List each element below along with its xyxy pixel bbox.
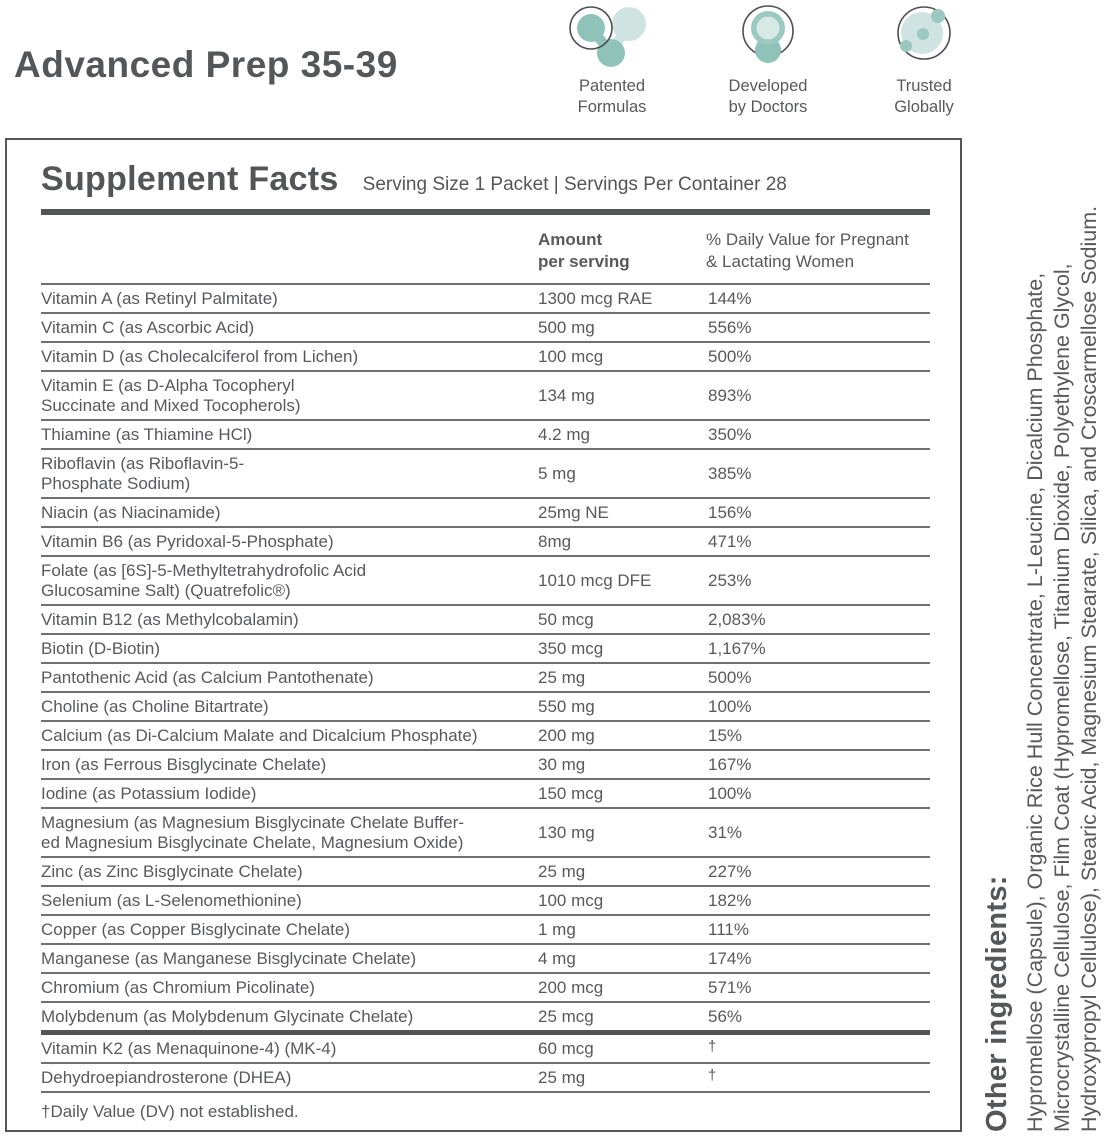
nutrient-name: Selenium (as L-Selenomethionine) xyxy=(41,890,302,910)
nutrient-amount: 30 mg xyxy=(538,754,586,774)
nutrient-name: Dehydroepiandrosterone (DHEA) xyxy=(41,1067,292,1087)
badge-label: Trusted Globally xyxy=(894,77,954,116)
nutrient-daily-value: 174% xyxy=(708,948,752,968)
nutrient-amount: 550 mg xyxy=(538,696,595,716)
nutrient-daily-value: 500% xyxy=(708,346,752,366)
nutrient-name: Vitamin D (as Cholecalciferol from Lichen) xyxy=(41,346,359,366)
nutrient-row xyxy=(41,809,930,858)
nutrient-daily-value: 100% xyxy=(708,696,752,716)
nutrient-amount: 60 mcg xyxy=(538,1038,594,1058)
nutrient-daily-value: 893% xyxy=(708,385,752,405)
nutrient-row xyxy=(41,499,930,528)
other-ingredients-block xyxy=(981,186,1103,1132)
nutrient-amount: 150 mcg xyxy=(538,783,604,803)
other-ingredients-heading: Other ingredients: xyxy=(981,875,1013,1132)
other-ingredients-line: Microcrystalline Cellulose, Film Coat (Hypromellose, Titanium Dioxide, Polyethylene Glycol, xyxy=(1050,263,1074,1132)
nutrient-daily-value: 1,167% xyxy=(708,638,766,658)
nutrient-daily-value: 385% xyxy=(708,463,752,483)
nutrient-daily-value: 182% xyxy=(708,890,752,910)
nutrient-row xyxy=(41,606,930,635)
nutrient-daily-value: 156% xyxy=(708,502,752,522)
nutrient-row xyxy=(41,1064,930,1093)
nutrient-daily-value: 56% xyxy=(708,1006,743,1026)
nutrient-amount: 500 mg xyxy=(538,317,595,337)
nutrient-amount: 200 mg xyxy=(538,725,595,745)
doctor-icon xyxy=(735,2,801,68)
nutrient-amount: 25mg NE xyxy=(538,502,609,522)
daily-value-column-header: % Daily Value for Pregnant & Lactating Women xyxy=(706,230,909,271)
nutrient-name: Pantothenic Acid (as Calcium Pantothenate) xyxy=(41,667,374,687)
nutrient-name: Vitamin K2 (as Menaquinone-4) (MK-4) xyxy=(41,1038,337,1058)
nutrient-daily-value: 500% xyxy=(708,667,752,687)
nutrient-name: Niacin (as Niacinamide) xyxy=(41,502,221,522)
nutrient-name: Iodine (as Potassium Iodide) xyxy=(41,783,257,803)
nutrient-row xyxy=(41,635,930,664)
nutrient-name: Copper (as Copper Bisglycinate Chelate) xyxy=(41,919,350,939)
badge-label: Patented Formulas xyxy=(577,77,647,116)
nutrient-row xyxy=(41,974,930,1003)
nutrient-row xyxy=(41,343,930,372)
nutrient-name: Magnesium (as Magnesium Bisglycinate Chelate Buffer- ed Magnesium Bisglycinate Chelate, Magnesium Oxide) xyxy=(41,812,464,852)
nutrient-daily-value: 571% xyxy=(708,977,752,997)
nutrient-amount: 100 mcg xyxy=(538,890,604,910)
nutrient-amount: 1300 mcg RAE xyxy=(538,288,653,308)
facts-header xyxy=(41,160,930,199)
nutrient-row xyxy=(41,693,930,722)
nutrient-amount: 200 mcg xyxy=(538,977,604,997)
column-headers xyxy=(41,215,930,283)
facts-title: Supplement Facts xyxy=(41,160,339,198)
nutrient-name: Vitamin B6 (as Pyridoxal-5-Phosphate) xyxy=(41,531,334,551)
nutrient-row xyxy=(41,285,930,314)
nutrient-amount: 100 mcg xyxy=(538,346,604,366)
nutrient-row xyxy=(41,722,930,751)
nutrient-name: Manganese (as Manganese Bisglycinate Chelate) xyxy=(41,948,417,968)
nutrient-daily-value: 100% xyxy=(708,783,752,803)
nutrient-name: Thiamine (as Thiamine HCl) xyxy=(41,424,253,444)
badge-developed-by-doctors xyxy=(704,2,832,118)
serving-info: Serving Size 1 Packet | Servings Per Container 28 xyxy=(362,174,787,195)
nutrient-row xyxy=(41,858,930,887)
badge-trusted-globally xyxy=(860,2,988,118)
nutrient-name: Vitamin A (as Retinyl Palmitate) xyxy=(41,288,278,308)
nutrient-name: Chromium (as Chromium Picolinate) xyxy=(41,977,315,997)
nutrient-amount: 1 mg xyxy=(538,919,576,939)
nutrient-name: Iron (as Ferrous Bisglycinate Chelate) xyxy=(41,754,327,774)
nutrient-row xyxy=(41,664,930,693)
nutrient-amount: 25 mg xyxy=(538,1067,586,1087)
nutrient-daily-value: † xyxy=(708,1037,717,1055)
nutrient-amount: 5 mg xyxy=(538,463,576,483)
nutrient-row xyxy=(41,314,930,343)
globe-icon xyxy=(891,2,957,68)
nutrient-amount: 134 mg xyxy=(538,385,595,405)
nutrient-amount: 4.2 mg xyxy=(538,424,590,444)
nutrient-name: Vitamin E (as D-Alpha Tocopheryl Succinate and Mixed Tocopherols) xyxy=(41,375,301,415)
badge-patented-formulas xyxy=(548,2,676,118)
nutrient-name: Vitamin C (as Ascorbic Acid) xyxy=(41,317,255,337)
nutrient-amount: 25 mg xyxy=(538,861,586,881)
supplement-facts-panel xyxy=(5,138,962,1132)
nutrient-row xyxy=(41,945,930,974)
nutrient-row xyxy=(41,780,930,809)
nutrient-daily-value: 471% xyxy=(708,531,752,551)
nutrient-row xyxy=(41,557,930,606)
nutrient-amount: 350 mcg xyxy=(538,638,604,658)
nutrient-daily-value: 144% xyxy=(708,288,752,308)
badge-row xyxy=(548,2,988,118)
nutrient-amount: 25 mg xyxy=(538,667,586,687)
nutrient-amount: 130 mg xyxy=(538,822,595,842)
nutrient-amount: 1010 mcg DFE xyxy=(538,570,652,590)
other-ingredients-line: Hydroxypropyl Cellulose), Stearic Acid, Magnesium Stearate, Silica, and Croscarmellose Sodium. xyxy=(1077,205,1101,1132)
nutrient-name: Choline (as Choline Bitartrate) xyxy=(41,696,269,716)
nutrient-name: Folate (as [6S]-5-Methyltetrahydrofolic Acid Glucosamine Salt) (Quatrefolic®) xyxy=(41,560,367,600)
nutrient-row xyxy=(41,372,930,421)
nutrient-name: Vitamin B12 (as Methylcobalamin) xyxy=(41,609,299,629)
other-ingredients-line: Hypromellose (Capsule), Organic Rice Hull Concentrate, L-Leucine, Dicalcium Phosphate, xyxy=(1023,272,1047,1132)
nutrient-name: Zinc (as Zinc Bisglycinate Chelate) xyxy=(41,861,303,881)
nutrient-daily-value: 227% xyxy=(708,861,752,881)
nutrient-daily-value: 253% xyxy=(708,570,752,590)
nutrient-row xyxy=(41,1003,930,1035)
nutrient-name: Molybdenum (as Molybdenum Glycinate Chelate) xyxy=(41,1006,414,1026)
nutrient-name: Riboflavin (as Riboflavin-5- Phosphate Sodium) xyxy=(41,453,245,493)
molecule-icon xyxy=(566,2,658,68)
product-title: Advanced Prep 35-39 xyxy=(14,44,398,85)
nutrient-daily-value: 31% xyxy=(708,822,743,842)
facts-rows xyxy=(41,283,930,1093)
nutrient-amount: 4 mg xyxy=(538,948,576,968)
nutrient-daily-value: 556% xyxy=(708,317,752,337)
nutrient-daily-value: 167% xyxy=(708,754,752,774)
nutrient-amount: 25 mcg xyxy=(538,1006,594,1026)
nutrient-daily-value: 2,083% xyxy=(708,609,766,629)
nutrient-row xyxy=(41,421,930,450)
nutrient-daily-value: 350% xyxy=(708,424,752,444)
nutrient-name: Biotin (D-Biotin) xyxy=(41,638,161,658)
nutrient-daily-value: † xyxy=(708,1066,717,1084)
daily-value-footnote: †Daily Value (DV) not established. xyxy=(41,1102,299,1121)
nutrient-name: Calcium (as Di-Calcium Malate and Dicalcium Phosphate) xyxy=(41,725,478,745)
badge-label: Developed by Doctors xyxy=(728,77,808,116)
nutrient-row xyxy=(41,528,930,557)
nutrient-amount: 50 mcg xyxy=(538,609,594,629)
nutrient-amount: 8mg xyxy=(538,531,572,551)
nutrient-row xyxy=(41,450,930,499)
amount-column-header: Amount per serving xyxy=(538,230,630,271)
nutrient-daily-value: 15% xyxy=(708,725,743,745)
nutrient-row xyxy=(41,1035,930,1064)
nutrient-row xyxy=(41,887,930,916)
nutrient-daily-value: 111% xyxy=(708,919,749,939)
nutrient-row xyxy=(41,751,930,780)
nutrient-row xyxy=(41,916,930,945)
